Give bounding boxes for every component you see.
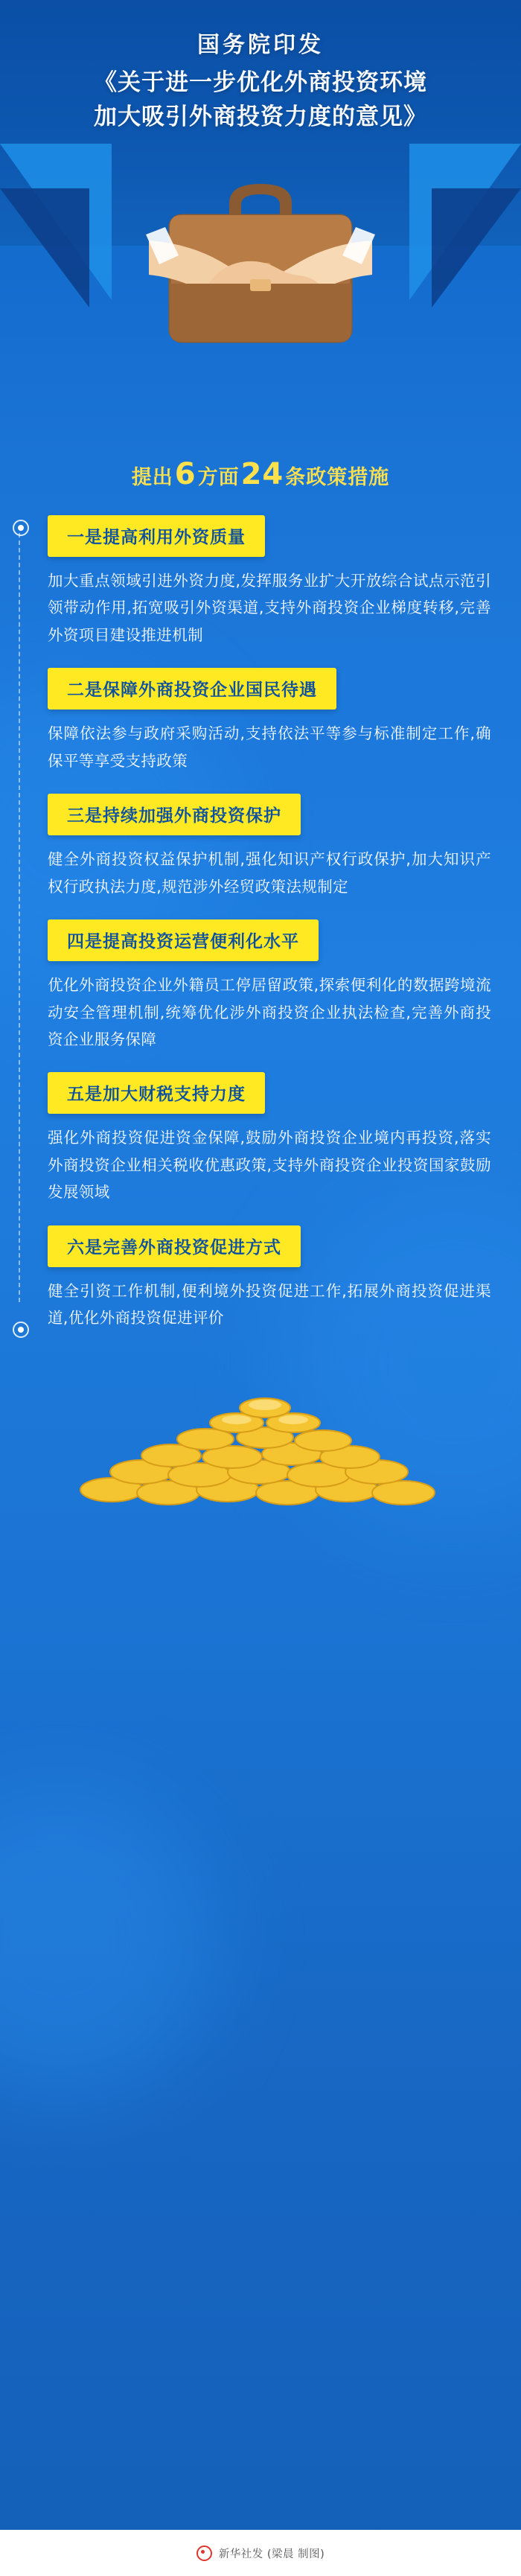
section-6 bbox=[25, 1225, 496, 1332]
section-body: 健全引资工作机制,便利境外投资促进工作,拓展外商投资促进渠道,优化外商投资促进评价 bbox=[48, 1281, 491, 1327]
timeline-dashed-line bbox=[19, 526, 22, 1302]
section-1 bbox=[25, 515, 496, 648]
subtitle-number-measures: 24 bbox=[240, 456, 284, 491]
section-3 bbox=[25, 794, 496, 900]
section-body: 优化外商投资企业外籍员工停居留政策,探索便利化的数据跨境流动安全管理机制,统筹优化涉外商投资企业执法检查,完善外商投资企业服务保障 bbox=[48, 976, 491, 1048]
title-line-3: 加大吸引外商投资力度的意见》 bbox=[94, 103, 427, 130]
subtitle-number-aspects: 6 bbox=[174, 456, 196, 491]
briefcase-handshake-icon bbox=[104, 151, 417, 397]
subtitle bbox=[0, 456, 521, 491]
title-line-2: 《关于进一步优化外商投资环境 bbox=[94, 68, 427, 96]
light-ray-left-dark bbox=[0, 188, 89, 307]
credit-bar bbox=[0, 2530, 521, 2576]
section-heading: 一是提高利用外资质量 bbox=[48, 515, 265, 557]
section-5 bbox=[25, 1072, 496, 1205]
coins-illustration bbox=[0, 1351, 521, 1508]
light-ray-right-dark bbox=[432, 188, 521, 307]
page-title bbox=[0, 30, 521, 133]
section-4 bbox=[25, 919, 496, 1053]
section-body: 健全外商投资权益保护机制,强化知识产权行政保护,加大知识产权行政执法力度,规范涉外经贸政策法规制定 bbox=[48, 850, 491, 896]
sections-container bbox=[0, 515, 521, 1332]
subtitle-mid: 方面 bbox=[197, 465, 240, 489]
section-body: 加大重点领域引进外资力度,发挥服务业扩大开放综合试点示范引领带动作用,拓宽吸引外资渠道,支持外商投资企业梯度转移,完善外资项目建设推进机制 bbox=[48, 571, 491, 644]
section-body: 强化外商投资促进资金保障,鼓励外商投资企业境内再投资,落实外商投资企业相关税收优惠政策,支持外商投资企业投资国家鼓励发展领域 bbox=[48, 1129, 491, 1202]
section-heading: 六是完善外商投资促进方式 bbox=[48, 1225, 301, 1267]
section-2 bbox=[25, 668, 496, 774]
subtitle-suffix: 条政策措施 bbox=[285, 465, 390, 489]
subtitle-prefix: 提出 bbox=[131, 465, 173, 489]
section-body: 保障依法参与政府采购活动,支持依法平等参与标准制定工作,确保平等享受支持政策 bbox=[48, 724, 491, 770]
section-heading: 三是持续加强外商投资保护 bbox=[48, 794, 301, 835]
gold-coins-icon bbox=[22, 1366, 499, 1508]
section-heading: 五是加大财税支持力度 bbox=[48, 1072, 265, 1114]
header bbox=[0, 0, 521, 133]
section-heading: 二是保障外商投资企业国民待遇 bbox=[48, 668, 336, 710]
section-heading: 四是提高投资运营便利化水平 bbox=[48, 919, 319, 961]
credit-text: 新华社发 (梁晨 制图) bbox=[218, 2548, 325, 2560]
xinhua-logo-icon bbox=[196, 2545, 212, 2561]
title-line-1: 国务院印发 bbox=[197, 32, 324, 58]
hero-illustration bbox=[0, 144, 521, 456]
